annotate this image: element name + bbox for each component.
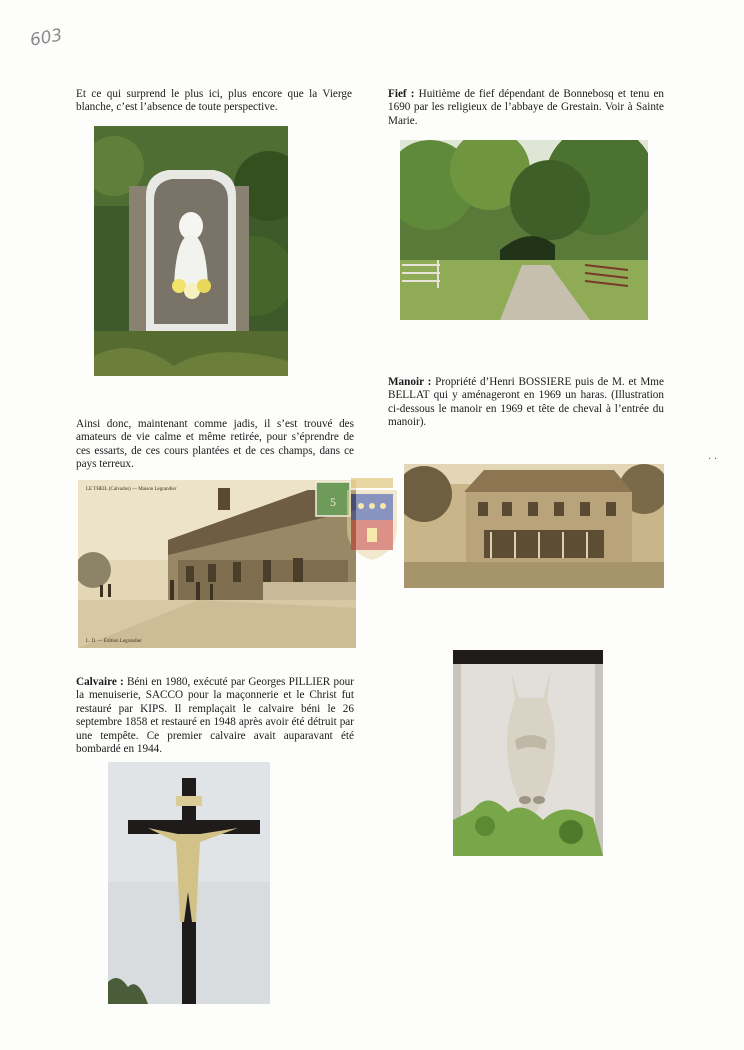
manoir-label: Manoir : xyxy=(388,376,432,388)
postcard-footer: L. D. — Édition Legrandier xyxy=(86,639,142,644)
stray-mark: · · xyxy=(708,454,718,465)
svg-text:5: 5 xyxy=(330,495,336,509)
virgin-statue-photo xyxy=(94,126,288,376)
calvaire-text: Béni en 1980, exécuté par Georges PILLIER pour la menuiserie, SACCO pour la maçonnerie et le Christ fut restauré par KIPS. Il remplaçait le calvaire béni le 26 septembre 1858 et restauré en 1948 après avoir été détruit par une tempête. Ce premier calvaire avait auparavant été bombardé en 1944. xyxy=(76,676,354,756)
calvaire-paragraph xyxy=(76,676,354,756)
page-number: 603 xyxy=(28,25,64,51)
amateurs-paragraph: Ainsi donc, maintenant comme jadis, il s’est trouvé des amateurs de vie calme et même retirée, pour s’éprendre de ces essarts, de ces cours plantées et de ces champs, dans ce pays terreux. xyxy=(76,418,354,471)
postcard-caption: LE THEIL (Calvados) — Maison Legrandier xyxy=(86,487,177,492)
crucifix-photo xyxy=(108,762,270,1004)
manoir-text: Propriété d’Henri BOSSIERE puis de M. et Mme BELLAT qui y aménageront en 1969 un haras. (Illustration ci-dessous le manoir en 1969 et tête de cheval à l’entrée du manoir). xyxy=(388,376,664,429)
intro-paragraph: Et ce qui surprend le plus ici, plus encore que la Vierge blanche, c’est l’absence de toute perspective. xyxy=(76,88,352,114)
manoir-paragraph xyxy=(388,376,664,430)
calvaire-label: Calvaire : xyxy=(76,676,124,688)
manor-photo xyxy=(404,464,664,588)
horse-head-photo xyxy=(453,650,603,856)
fief-label: Fief : xyxy=(388,88,415,100)
path-photo xyxy=(400,140,648,320)
fief-text: Huitième de fief dépendant de Bonnebosq et tenu en 1690 par les religieux de l’abbaye de Grestain. Voir à Sainte Marie. xyxy=(388,88,665,127)
coat-of-arms-icon xyxy=(343,478,401,562)
postcard-photo xyxy=(78,480,356,648)
fief-paragraph xyxy=(388,88,664,128)
